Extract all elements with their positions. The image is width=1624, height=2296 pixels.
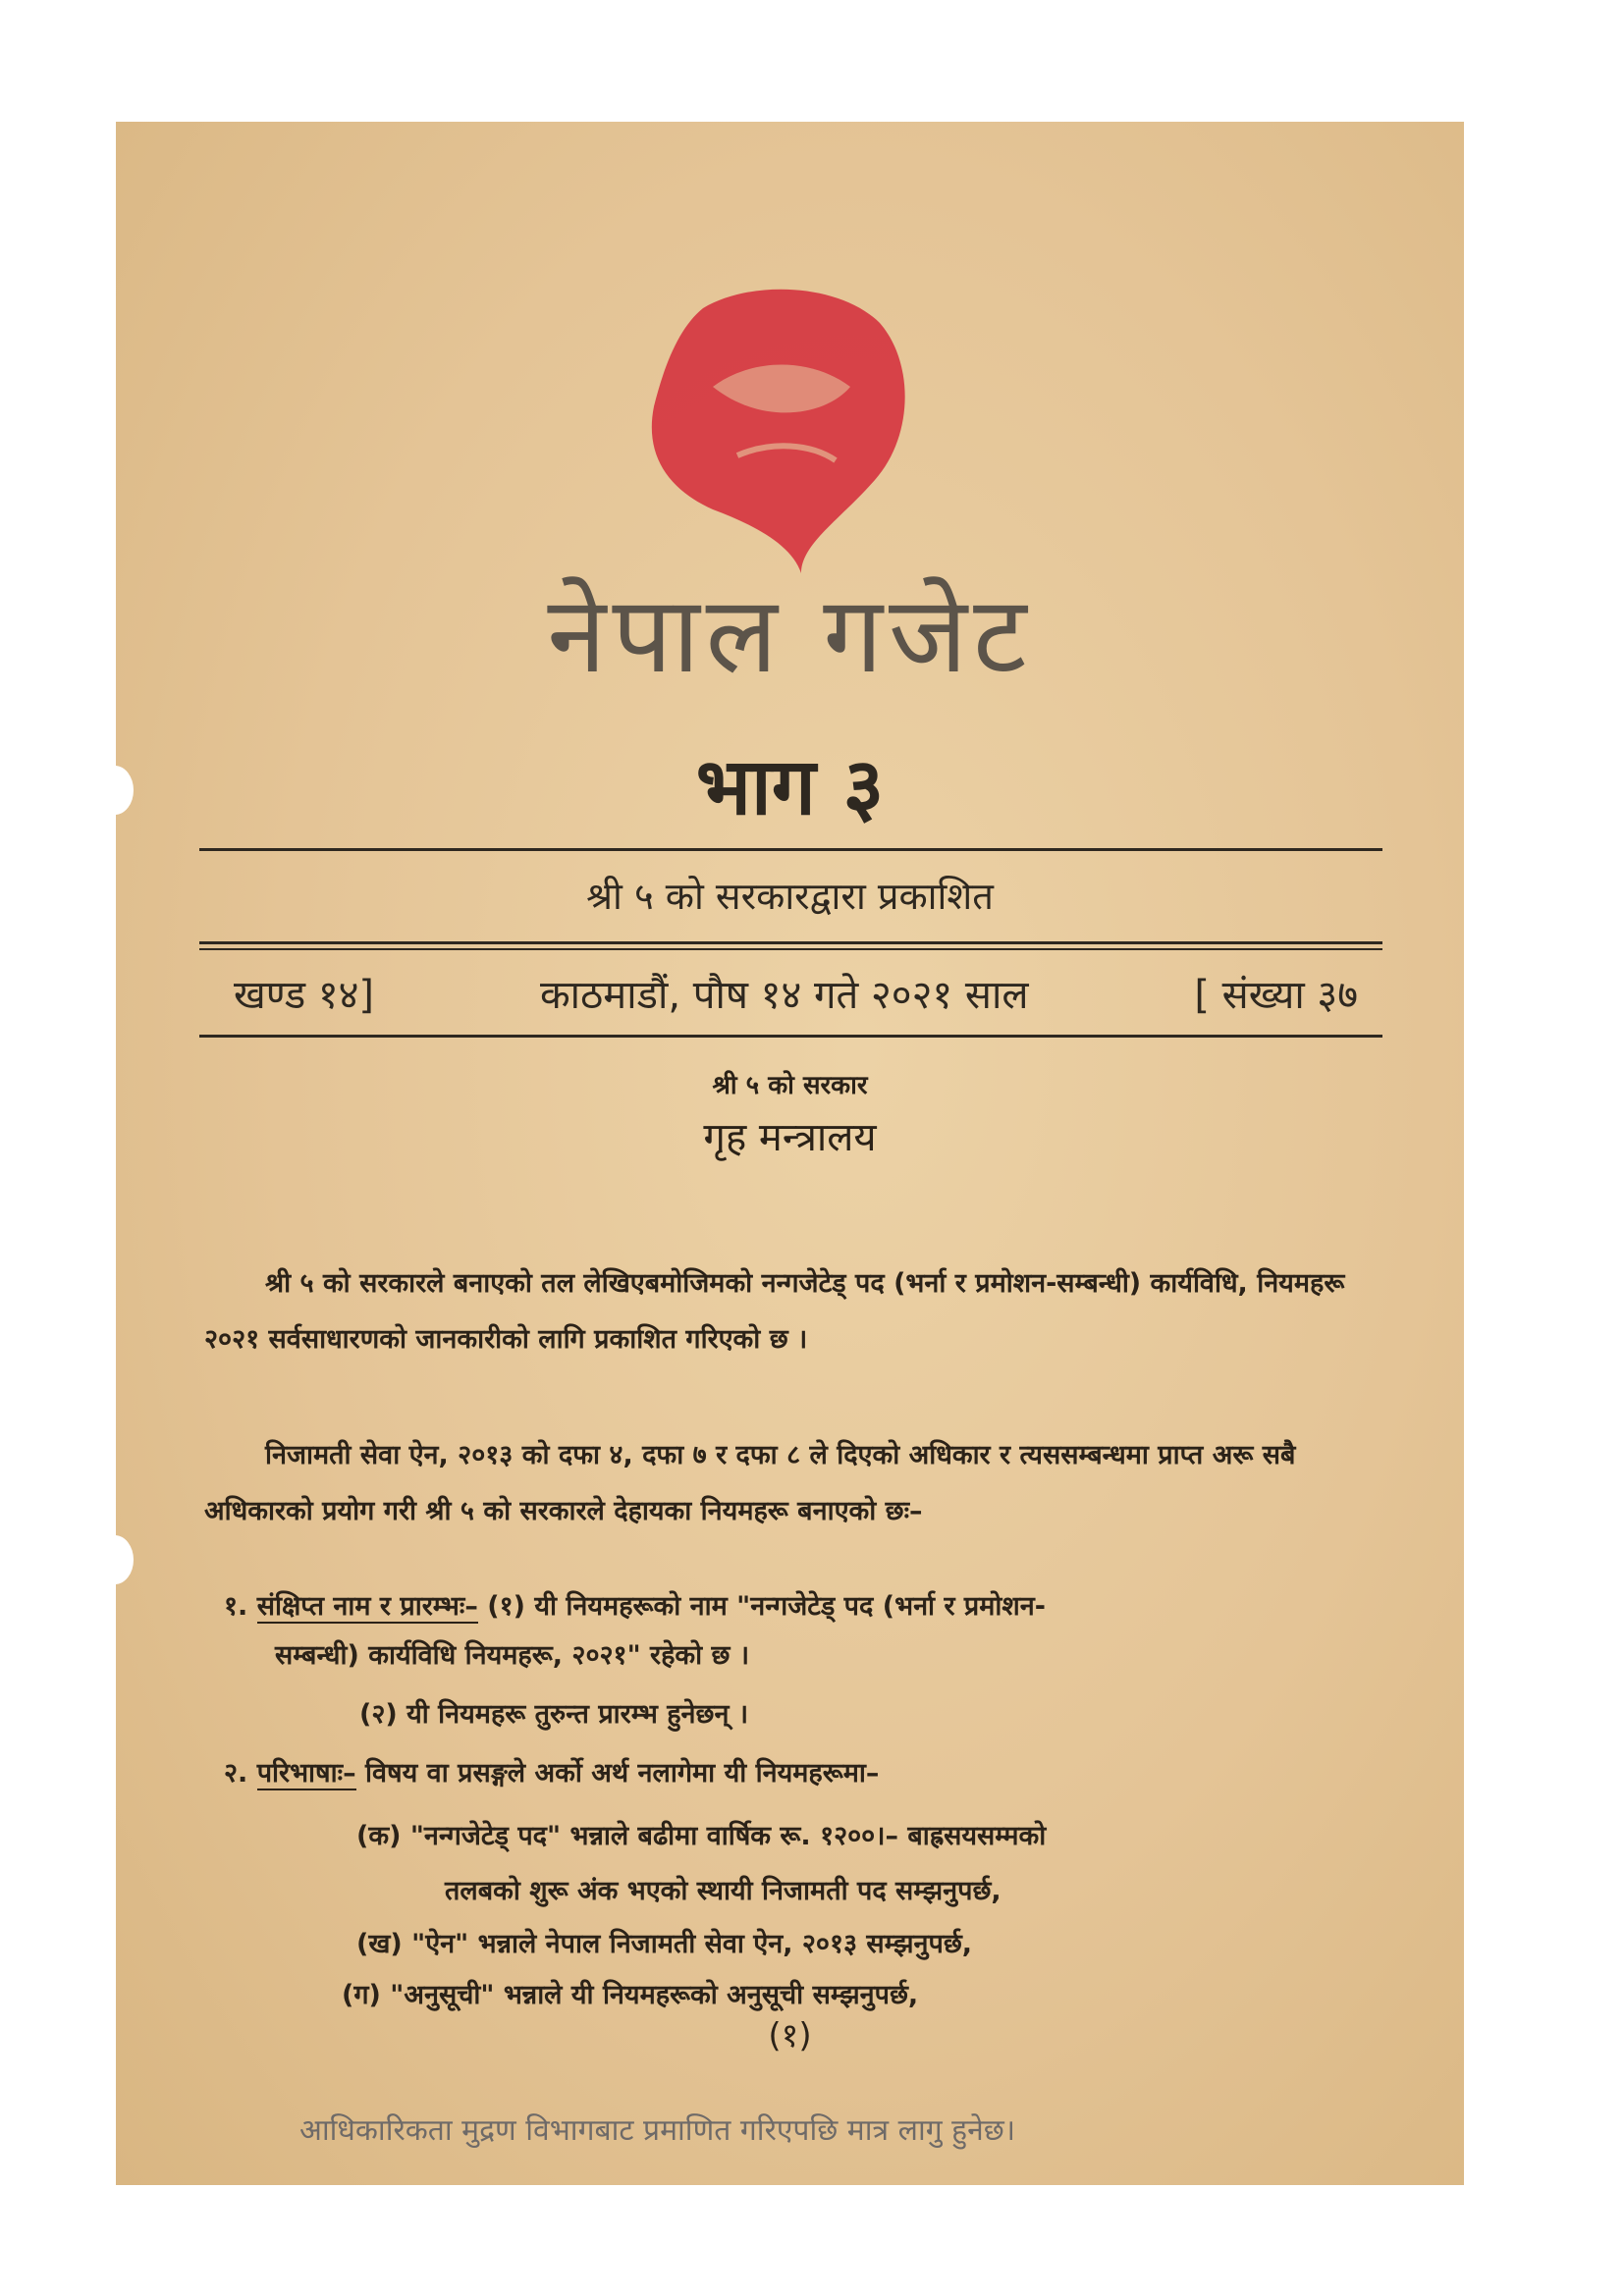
government-heading: श्री ५ को सरकार — [712, 1071, 868, 1100]
issue-number: [ संख्या ३७ — [1194, 973, 1358, 1018]
place-date: काठमाडौं, पौष १४ गते २०२१ साल — [539, 973, 1029, 1018]
gazette-page — [116, 122, 1464, 2185]
gazette-title: नेपाल गजेट — [547, 574, 1033, 697]
rule-2 — [224, 1753, 879, 1789]
rule-2-heading: परिभाषाः– — [256, 1758, 356, 1789]
issue-line — [234, 966, 1358, 1020]
divider — [199, 1035, 1382, 1038]
rule-1 — [224, 1586, 1046, 1623]
rule-2-number: २. — [224, 1758, 248, 1789]
authenticity-footer: आधिकारिकता मुद्रण विभागबाट प्रमाणित गरिएपछि मात्र लागु हुनेछ। — [299, 2113, 1016, 2148]
intro-paragraph: श्री ५ को सरकारले बनाएको तल लेखिएबमोजिमको नन्गजेटेड् पद (भर्ना र प्रमोशन-सम्बन्धी) कार्यविधि, नियमहरू २०२१ सर्वसाधारणको जानकारीको लागि प्रकाशित गरिएको छ । — [204, 1268, 1345, 1355]
rule-2-text: विषय वा प्रसङ्गले अर्को अर्थ नलागेमा यी नियमहरूमा– — [365, 1758, 880, 1789]
emblem-seal — [644, 279, 929, 593]
page-number: (१) — [768, 2016, 812, 2056]
divider — [199, 948, 1382, 950]
definition-ka-cont: तलबको शुरू अंक भएको स्थायी निजामती पद सम्झनुपर्छ, — [445, 1876, 1001, 1906]
rule-1-sub1-cont: सम्बन्धी) कार्यविधि नियमहरू, २०२१" रहेको छ । — [275, 1640, 750, 1671]
rule-1-number: १. — [224, 1591, 248, 1622]
definition-ka: (क) "नन्गजेटेड् पद" भन्नाले बढीमा वार्षिक रू. १२००।– बाह्रसयसम्मको — [356, 1821, 1047, 1851]
definition-ga: (ग) "अनुसूची" भन्नाले यी नियमहरूको अनुसूची सम्झनुपर्छ, — [342, 1980, 919, 2010]
volume: खण्ड १४] — [234, 973, 375, 1018]
rule-1-heading: संक्षिप्त नाम र प्रारम्भः– — [256, 1591, 478, 1622]
rule-1-sub1: (१) यी नियमहरूको नाम "नन्गजेटेड् पद (भर्ना र प्रमोशन- — [487, 1591, 1046, 1622]
authority-paragraph: निजामती सेवा ऐन, २०१३ को दफा ४, दफा ७ र दफा ८ ले दिएको अधिकार र त्यससम्बन्धमा प्राप्त अरू सबै अधिकारको प्रयोग गरी श्री ५ को सरकारले देहायका नियमहरू बनाएको छः– — [204, 1440, 1296, 1526]
published-by: श्री ५ को सरकारद्वारा प्रकाशित — [586, 875, 994, 918]
divider — [199, 941, 1382, 944]
ministry-heading: गृह मन्त्रालय — [703, 1115, 877, 1160]
rule-1-sub2: (२) यी नियमहरू तुरुन्त प्रारम्भ हुनेछन् । — [359, 1699, 749, 1730]
gazette-part: भाग ३ — [695, 741, 885, 832]
definition-kha: (ख) "ऐन" भन्नाले नेपाल निजामती सेवा ऐन, २०१३ सम्झनुपर्छ, — [356, 1929, 973, 1959]
punch-hole — [116, 1535, 134, 1584]
divider — [199, 848, 1382, 851]
